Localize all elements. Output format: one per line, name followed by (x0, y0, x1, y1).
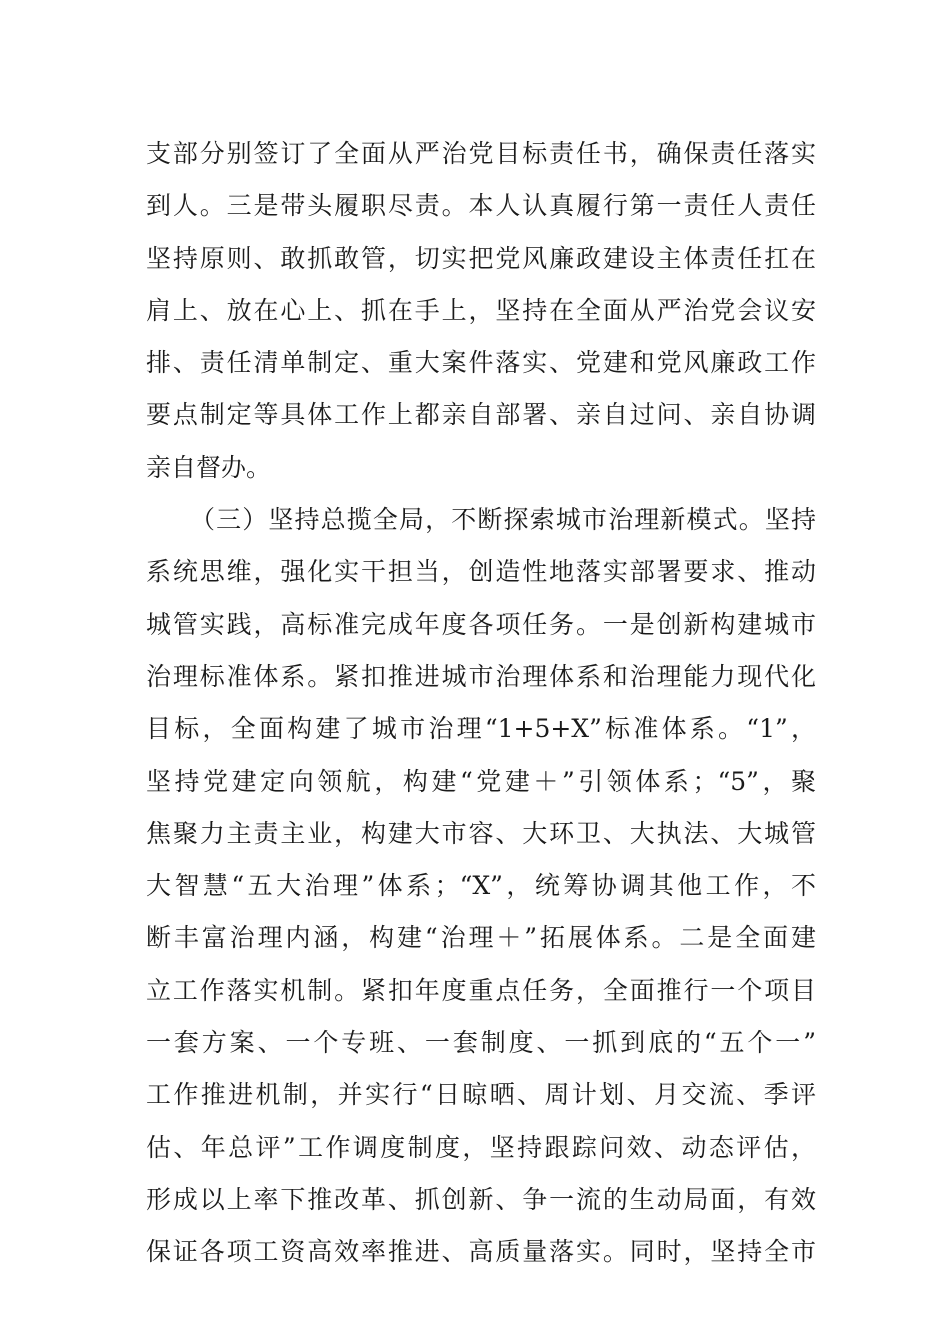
text-line: 形成以上率下推改革、抓创新、争一流的生动局面，有效 (146, 1184, 816, 1214)
text-line: 治理标准体系。紧扣推进城市治理体系和治理能力现代化 (146, 661, 816, 691)
text-line: 排、责任清单制定、重大案件落实、党建和党风廉政工作 (146, 348, 816, 378)
text-line: 大智慧“五大治理”体系；“X”，统筹协调其他工作，不 (146, 871, 816, 901)
text-line: 坚持原则、敢抓敢管，切实把党风廉政建设主体责任扛在 (146, 243, 816, 273)
text-line: 坚持党建定向领航，构建“党建＋”引领体系；“5”，聚 (146, 766, 816, 796)
text-line: 到人。三是带头履职尽责。本人认真履行第一责任人责任 (146, 191, 816, 221)
text-line: 系统思维，强化实干担当，创造性地落实部署要求、推动 (146, 557, 816, 587)
text-line: 工作推进机制，并实行“日晾晒、周计划、月交流、季评 (146, 1080, 816, 1110)
body-text (146, 128, 816, 1279)
text-line: 支部分别签订了全面从严治党目标责任书，确保责任落实 (146, 139, 816, 168)
text-line: 焦聚力主责主业，构建大市容、大环卫、大执法、大城管 (146, 818, 816, 848)
text-line: 城管实践，高标准完成年度各项任务。一是创新构建城市 (146, 609, 816, 639)
text-line: 保证各项工资高效率推进、高质量落实。同时，坚持全市 (146, 1237, 816, 1267)
text-line: 立工作落实机制。紧扣年度重点任务，全面推行一个项目 (146, 975, 816, 1005)
text-line: 要点制定等具体工作上都亲自部署、亲自过问、亲自协调 (146, 400, 816, 430)
text-line: 亲自督办。 (146, 452, 272, 482)
text-line: 肩上、放在心上、抓在手上，坚持在全面从严治党会议安 (146, 295, 816, 325)
text-line: 目标，全面构建了城市治理“1+5+X”标准体系。“1”， (146, 714, 816, 744)
text-line: 断丰富治理内涵，构建“治理＋”拓展体系。二是全面建 (146, 923, 816, 953)
text-line: 一套方案、一个专班、一套制度、一抓到底的“五个一” (146, 1028, 816, 1058)
text-line: 估、年总评”工作调度制度，坚持跟踪问效、动态评估， (146, 1132, 816, 1162)
text-line: （三）坚持总揽全局，不断探索城市治理新模式。坚持 (190, 505, 816, 535)
